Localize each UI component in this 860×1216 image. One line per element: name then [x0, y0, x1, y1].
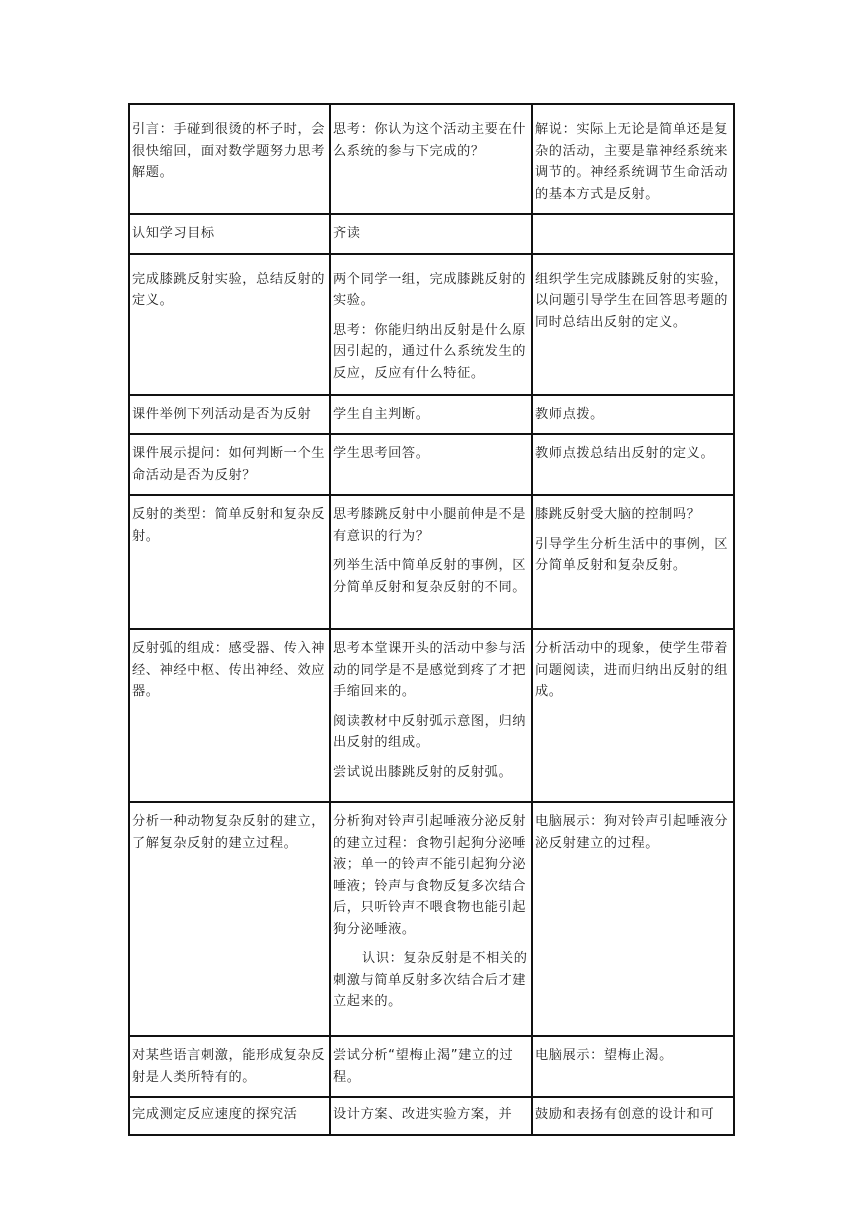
table-cell: [532, 629, 734, 802]
table-row: [129, 1036, 734, 1097]
cell-text: 膝跳反射受大脑的控制吗？: [535, 507, 701, 522]
cell-text: 分析活动中的现象，使学生带着问题阅读，进而归纳出反射的组成。: [535, 641, 729, 699]
cell-text: 反射弧的组成：感受器、传入神经、神经中枢、传出神经、效应器。: [132, 641, 326, 699]
table-row: [129, 629, 734, 802]
cell-text: 思考：你认为这个活动主要在什么系统的参与下完成的？: [333, 122, 527, 159]
table-cell: [532, 214, 734, 254]
table-row: [129, 395, 734, 435]
cell-text: 设计方案、改进实验方案，并: [333, 1107, 513, 1122]
cell-text: 分析一种动物复杂反射的建立，了解复杂反射的建立过程。: [132, 814, 326, 851]
table-cell: [532, 1097, 734, 1135]
table-cell: [330, 434, 532, 495]
cell-text: 鼓励和表扬有创意的设计和可: [535, 1107, 715, 1122]
table-cell: [532, 104, 734, 214]
cell-text: 思考：你能归纳出反射是什么原因引起的，通过什么系统发生的反应，反应有什么特征。: [333, 322, 527, 381]
cell-text: 两个同学一组，完成膝跳反射的实验。: [333, 271, 527, 308]
table-cell: [532, 495, 734, 629]
cell-text: 列举生活中简单反射的事例，区分简单反射和复杂反射的不同。: [333, 558, 527, 595]
cell-text: 教师点拨总结出反射的定义。: [535, 446, 715, 461]
table-cell: [330, 254, 532, 395]
cell-text: 组织学生完成膝跳反射的实验，以问题引导学生在回答思考题的同时总结出反射的定义。: [535, 271, 729, 330]
lesson-plan-table: [128, 103, 735, 1136]
table-cell: [330, 214, 532, 254]
cell-text: 认识：复杂反射是不相关的刺激与简单反射多次结合后才建立起来的。: [333, 951, 528, 1009]
table-row: [129, 104, 734, 214]
cell-text: 电脑展示：望梅止渴。: [535, 1048, 673, 1063]
table-row: [129, 1097, 734, 1135]
table-cell: [129, 254, 330, 395]
cell-text: 引言：手碰到很烫的杯子时，会很快缩回，面对数学题努力思考解题。: [132, 122, 326, 180]
table-cell: [129, 1097, 330, 1135]
table-cell: [532, 254, 734, 395]
table-cell: [129, 495, 330, 629]
cell-text: 学生自主判断。: [333, 406, 430, 422]
table-cell: [532, 434, 734, 495]
cell-text: 分析狗对铃声引起唾液分泌反射的建立过程：食物引起狗分泌唾液；单一的铃声不能引起狗分泌唾液；铃声与食物反复多次结合后，只听铃声不喂食物也能引起狗分泌唾液。: [333, 814, 527, 937]
table-row: [129, 802, 734, 1036]
table-cell: [129, 802, 330, 1036]
table-cell: [330, 629, 532, 802]
table-cell: [532, 395, 734, 435]
cell-text: 阅读教材中反射弧示意图，归纳出反射的组成。: [333, 713, 527, 750]
cell-text: 课件展示提问：如何判断一个生命活动是否为反射？: [132, 446, 326, 483]
cell-text: 尝试说出膝跳反射的反射弧。: [333, 764, 513, 780]
table-row: [129, 254, 734, 395]
table-row: [129, 495, 734, 629]
cell-text: 引导学生分析生活中的事例，区分简单反射和复杂反射。: [535, 536, 729, 573]
cell-text: 解说：实际上无论是简单还是复杂的活动，主要是靠神经系统来调节的。神经系统调节生命活动的基本方式是反射。: [535, 122, 729, 202]
table-cell: [330, 495, 532, 629]
table-cell: [129, 1036, 330, 1097]
cell-text: 学生思考回答。: [333, 446, 430, 461]
cell-text: 课件举例下列活动是否为反射: [132, 406, 312, 422]
table-cell: [330, 104, 532, 214]
table-cell: [532, 802, 734, 1036]
cell-text: 齐读: [333, 226, 361, 241]
cell-text: 电脑展示：狗对铃声引起唾液分泌反射建立的过程。: [535, 814, 729, 851]
table-cell: [330, 802, 532, 1036]
cell-text: 认知学习目标: [132, 226, 215, 241]
table-row: [129, 214, 734, 254]
table-cell: [330, 1097, 532, 1135]
cell-text: 教师点拨。: [535, 406, 604, 422]
cell-text: 反射的类型：简单反射和复杂反射。: [132, 507, 326, 544]
table-cell: [330, 1036, 532, 1097]
table-cell: [330, 395, 532, 435]
cell-text: 思考膝跳反射中小腿前伸是不是有意识的行为？: [333, 507, 527, 544]
table-cell: [129, 629, 330, 802]
cell-text: 完成膝跳反射实验，总结反射的定义。: [132, 271, 326, 308]
cell-text: 尝试分析“望梅止渴”建立的过程。: [333, 1048, 514, 1085]
cell-text: 思考本堂课开头的活动中参与活动的同学是不是感觉到疼了才把手缩回来的。: [333, 641, 527, 699]
cell-text: 对某些语言刺激，能形成复杂反射是人类所特有的。: [132, 1048, 326, 1085]
table-cell: [129, 434, 330, 495]
table-cell: [129, 104, 330, 214]
table-cell: [129, 214, 330, 254]
cell-text: 完成测定反应速度的探究活: [132, 1107, 298, 1122]
table-cell: [129, 395, 330, 435]
table-cell: [532, 1036, 734, 1097]
table-row: [129, 434, 734, 495]
